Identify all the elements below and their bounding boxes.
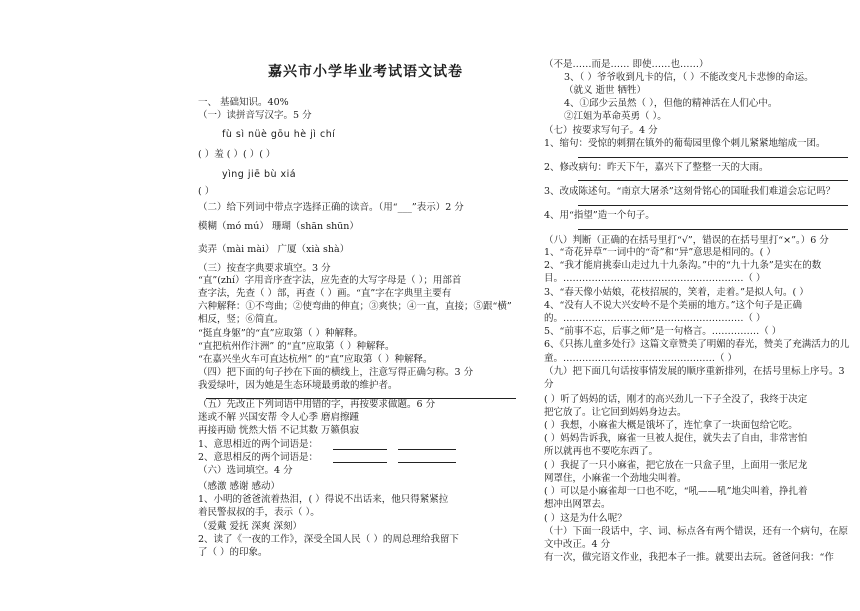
question-3-item: “在嘉兴坐火车可直达杭州” 的“直”应取第（ ）种解释。 — [198, 354, 433, 365]
word-row-1: 迷或不解 兴国安帮 令人心季 磨肩擦踵 — [198, 412, 360, 423]
fill-sentence-4: ②江姐为革命英勇（ ）。 — [564, 111, 667, 122]
question-7-heading: （七）按要求写句子。4 分 — [544, 125, 658, 136]
order-item: 把它放了。让它回到妈妈身边去。 — [544, 407, 687, 418]
order-item: ( ）妈妈告诉我，麻雀一旦被人捉住，就失去了自由，非常害怕 — [544, 433, 808, 444]
fill-sentence-1: 着民警叔叔的手，表示（ ）。 — [198, 507, 320, 518]
pinyin-row-1: fù sì nüè gōu hè jì chí — [222, 129, 336, 140]
question-9-heading: （九）把下面几句话按事情发展的顺序重新排列，在括号里标上序号。3 — [544, 366, 845, 377]
answer-line[interactable] — [578, 205, 848, 206]
judge-item: 童。…………………………………………（ ） — [544, 353, 738, 364]
answer-line[interactable] — [398, 449, 456, 450]
word-choices-2: （爱戴 爱抚 深爽 深刻） — [198, 521, 303, 532]
sentence-task-1: 1、缩句：受惊的刺猬在镇外的葡萄园里像个刺儿紧紧地缩成一团。 — [544, 138, 826, 149]
question-3-text: 六种解释：①不弯曲；②使弯曲的伸直；③爽快；④一直，直接；⑤跟“横” — [198, 301, 512, 312]
fill-sentence-1: 1、小明的爸爸流着热泪，( ）得说不出话来，他只得紧紧拉 — [198, 494, 449, 505]
fill-sentence-2: 2、读了《一夜的工作》，深受全国人民（ ）的周总理给我留下 — [198, 534, 459, 545]
fill-sentence-4: 4、①邱少云虽然（ ），但他的精神活在人们心中。 — [564, 98, 778, 109]
answer-blanks-row-1: ( ）羞 ( ）( ）( ） — [198, 149, 276, 160]
pronunciation-row-1: 模糊（mó mú） 珊瑚（shān shūn） — [198, 221, 359, 232]
sentence-task-4: 4、用“指望”造一个句子。 — [544, 210, 655, 221]
sentence-task-2: 2、修改病句：昨天下午，嘉兴下了整整一天的大雨。 — [544, 162, 769, 173]
answer-line[interactable] — [578, 157, 848, 158]
judge-item: 5、“前事不忘，后事之师”是一句格言。……………（ ） — [544, 326, 782, 337]
word-choices-1: （感激 感谢 感动） — [198, 481, 281, 492]
fill-sentence-3: 3、（ ）爷爷收到凡卡的信，（ ）不能改变凡卡悲惨的命运。 — [564, 72, 814, 83]
question-3-text: 查字法，先查（ ）部，再查（ ）画。“直”字在字典里主要有 — [198, 288, 452, 299]
order-item: ( ）我捉了一只小麻雀，把它放在一只盒子里，上面用一张尼龙 — [544, 460, 808, 471]
judge-item: 的。…………………………………………………（ ） — [544, 313, 766, 324]
question-10-heading: 文中改正。4 分 — [544, 539, 611, 550]
similar-words-prompt: 1、意思相近的两个词语是： — [198, 439, 319, 450]
order-item: ( ）我想，小麻雀大概是饿坏了，连忙拿了一块面包给它吃。 — [544, 420, 798, 431]
answer-line[interactable] — [398, 462, 456, 463]
question-10-heading: （十）下面一段话中，字、词、标点各有两个错误，还有一个病句，在原 — [544, 526, 849, 537]
word-row-2: 再接再励 恍然大悟 不记其数 万籁俱寂 — [198, 425, 360, 436]
word-choices-3: （不是……而是…… 即使……也……） — [544, 59, 709, 70]
answer-line[interactable] — [333, 449, 387, 450]
sentence-task-3: 3、改成陈述句。“南京大屠杀”这刻骨铭心的国耻我们难道会忘记吗？ — [544, 186, 836, 197]
question-1-heading: （一）读拼音写汉字。5 分 — [198, 110, 312, 121]
question-3-item: “挺直身躯”的“直”应取第（ ）种解释。 — [198, 328, 363, 339]
fill-sentence-2: 了（ ）的印象。 — [198, 547, 268, 558]
word-choices-4: （就义 逝世 牺牲） — [564, 85, 647, 96]
correction-passage: 有一次，做完语文作业，我把本子一推。就要出去玩。爸爸问我：“作 — [544, 552, 834, 563]
question-9-heading: 分 — [544, 379, 554, 390]
page-title: 嘉兴市小学毕业考试语文试卷 — [268, 64, 463, 80]
order-item: 所以就再也不要吃东西了。 — [544, 446, 659, 457]
question-3-item: “直把杭州作汴洲” 的“直”应取第（ ）种解释。 — [198, 341, 395, 352]
copy-sentence: 我爱绿叶，因为她是生态环境最勇敢的维护者。 — [198, 380, 398, 391]
judge-item: 2、“我才能肩挑泰山走过九十九条沟。”中的“九十九条”是实在的数 — [544, 260, 822, 271]
pinyin-row-2: yìng jiē bù xiá — [222, 169, 297, 180]
question-3-text: “直”(zhí）字用音序查字法，应先查的大写字母是（ ）；用部首 — [198, 275, 462, 286]
judge-item: 1、“奇花异草”一词中的“奇”和“异”意思是相同的。( ） — [544, 247, 776, 258]
answer-blanks-row-2: ( ） — [198, 186, 215, 197]
question-2-heading: （二）给下列词中带点字选择正确的读音。（用“___”表示）2 分 — [198, 202, 464, 213]
question-5-heading: （五）先改正下列词语中用错的字，再按要求做题。6 分 — [198, 399, 436, 410]
order-item: ( ）听了妈妈的话，刚才的高兴劲儿一下子全没了，我终于决定 — [544, 394, 808, 405]
question-4-heading: （四）把下面的句子抄在下面的横线上，注意写得正确匀称。3 分 — [198, 367, 474, 378]
answer-line[interactable] — [578, 229, 848, 230]
order-item: ( ）可以是小麻雀却一口也不吃，“吼——吼”地尖叫着，挣扎着 — [544, 486, 808, 497]
judge-item: 3、“春天像小姑娘，花枝招展的，笑着，走着。”是拟人句。( ） — [544, 287, 809, 298]
section-1-heading: 一、 基础知识。40% — [198, 97, 289, 108]
judge-item: 目。…………………………………………………（ ） — [544, 273, 766, 284]
opposite-words-prompt: 2、意思相反的两个词语是： — [198, 452, 319, 463]
order-item: 想冲出网罩去。 — [544, 499, 611, 510]
order-item: 网罩住，小麻雀一个劲地尖叫着。 — [544, 473, 687, 484]
answer-line[interactable] — [333, 462, 387, 463]
pronunciation-row-2: 卖弄（mài mài） 广厦（xià shà） — [198, 244, 350, 255]
question-6-heading: （六）选词填空。4 分 — [198, 465, 293, 476]
question-8-heading: （八）判断（正确的在括号里打“√”，错误的在括号里打“×”。）6 分 — [544, 235, 829, 246]
order-item: ( ）这是为什么呢？ — [544, 513, 627, 524]
question-3-text: 相反，竖；⑥简直。 — [198, 314, 284, 325]
question-3-heading: （三）按查字典要求填空。3 分 — [198, 263, 331, 274]
judge-item: 6、《只拣儿童多处行》这篇文章赞美了明媚的春光，赞美了充满活力的儿 — [544, 339, 850, 350]
judge-item: 4、“没有人不说大兴安岭不是个美丽的地方。”这个句子是正确 — [544, 300, 803, 311]
answer-line[interactable] — [578, 180, 848, 181]
